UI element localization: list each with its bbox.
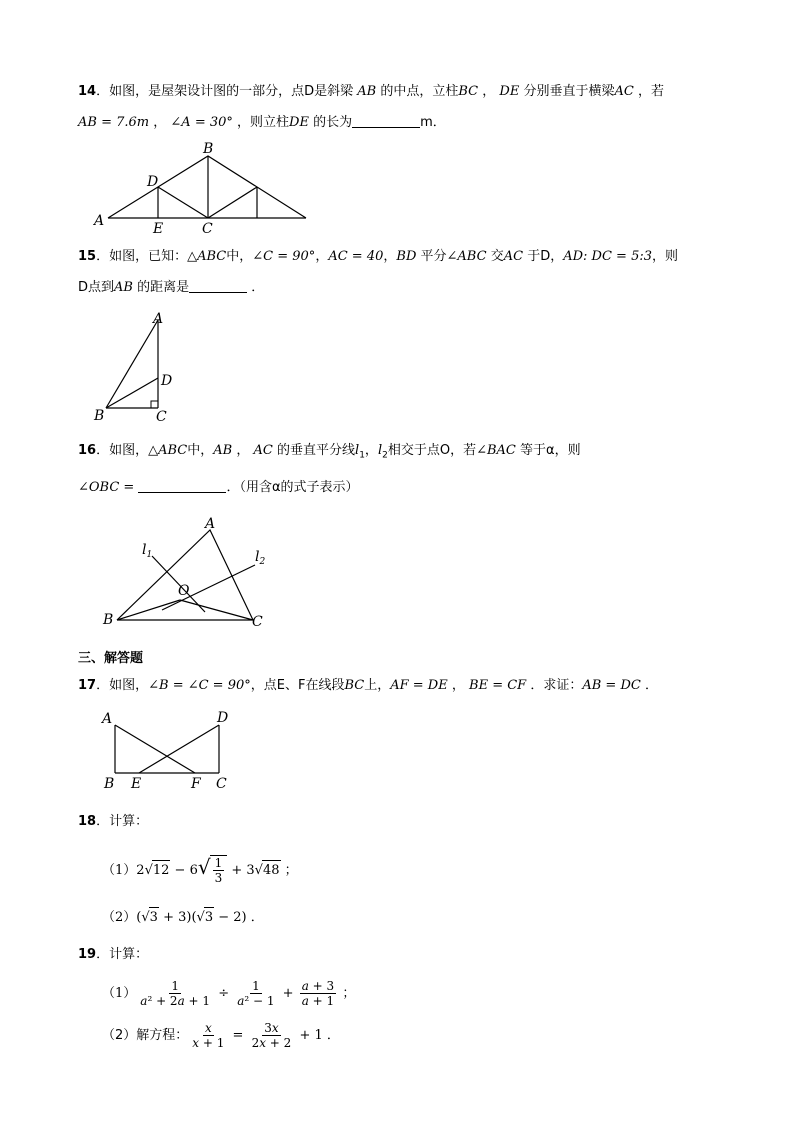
q14-line2 bbox=[78, 113, 446, 133]
q16-text: 的垂直平分线 bbox=[277, 443, 356, 458]
label-l1: $l_1$ bbox=[142, 542, 153, 560]
label-E: E bbox=[153, 221, 164, 235]
q14-number: 14 bbox=[78, 84, 97, 99]
q17-text: ，点E、F在线段 bbox=[250, 678, 345, 693]
q15-line1 bbox=[78, 247, 678, 267]
q17-text: ， bbox=[451, 678, 465, 693]
q14-text: 的长为 bbox=[313, 115, 353, 130]
q14-line1 bbox=[78, 82, 664, 102]
q16-text: ．（用含α的式子表示） bbox=[226, 480, 359, 495]
q14-text: ，则立柱 bbox=[237, 115, 290, 130]
math-DE: DE bbox=[499, 84, 520, 99]
label-C: C bbox=[202, 221, 213, 235]
comma: ， bbox=[315, 249, 329, 264]
math-triangle: △ABC bbox=[187, 249, 227, 264]
label-D: D bbox=[161, 373, 173, 389]
q15-text: ．如图，已知： bbox=[96, 249, 188, 264]
label-A: A bbox=[94, 213, 105, 229]
q19-part2 bbox=[102, 1020, 340, 1052]
math-AC: AC bbox=[503, 249, 524, 264]
label-B: B bbox=[103, 612, 114, 628]
math-AB: AB bbox=[213, 443, 233, 458]
q14-text: ．如图，是屋架设计图的一部分，点D是斜梁 bbox=[96, 84, 354, 99]
math-l2: l bbox=[377, 443, 383, 458]
math-condition: ∠C = 90° bbox=[252, 249, 316, 264]
part-end: ； bbox=[284, 863, 298, 878]
q18-part2 bbox=[102, 907, 264, 928]
math-AB: AB bbox=[357, 84, 377, 99]
q16-line2 bbox=[78, 478, 359, 498]
label-O: O bbox=[178, 583, 190, 599]
label-C: C bbox=[252, 614, 263, 630]
q16-text: ， bbox=[236, 443, 250, 458]
math-angle: ∠BAC bbox=[476, 443, 516, 458]
q15-text: 的距离是 bbox=[137, 280, 190, 295]
math-BC: BC bbox=[458, 84, 479, 99]
math-condition: ∠B = ∠C = 90° bbox=[148, 678, 251, 693]
q16-text: 相交于点O，若 bbox=[387, 443, 477, 458]
expr-18-1: 2√12 − 6√ $\frac{1}{3}$ + 3√48 bbox=[136, 855, 280, 885]
q15-text: 中， bbox=[226, 249, 253, 264]
q14-text: ，若 bbox=[637, 84, 664, 99]
math-condition: ∠A = 30° bbox=[170, 115, 233, 130]
q17-text: ．如图， bbox=[96, 678, 149, 693]
q15-text: 交 bbox=[490, 249, 504, 264]
label-E: E bbox=[131, 776, 142, 792]
q19-text: ．计算： bbox=[96, 947, 149, 962]
q14-text: 的中点，立柱 bbox=[380, 84, 459, 99]
q15-text: D点到 bbox=[78, 280, 115, 295]
q15-text: 于D， bbox=[527, 249, 564, 264]
q15-line2 bbox=[78, 278, 264, 298]
q15-number: 15 bbox=[78, 249, 97, 264]
part-label: （2）解方程： bbox=[102, 1028, 189, 1043]
q16-text: 中， bbox=[187, 443, 214, 458]
q17-figure bbox=[95, 705, 240, 795]
q16-line1 bbox=[78, 441, 581, 466]
label-F: F bbox=[191, 776, 201, 792]
q18-text: ．计算： bbox=[96, 814, 149, 829]
label-l2: $l_2$ bbox=[255, 549, 266, 567]
part-end: ； bbox=[342, 986, 356, 1001]
math-ratio: AD: DC = 5:3 bbox=[563, 249, 652, 264]
part-end: ． bbox=[326, 1028, 340, 1043]
math-AC: AC bbox=[614, 84, 634, 99]
q14-text: 分别垂直于横梁 bbox=[523, 84, 615, 99]
label-B: B bbox=[203, 141, 214, 157]
q17-text: ． bbox=[644, 678, 658, 693]
math-OBC: ∠OBC = bbox=[78, 480, 135, 495]
answer-blank[interactable] bbox=[189, 278, 247, 293]
label-A: A bbox=[102, 711, 113, 727]
math-AC: AC bbox=[253, 443, 273, 458]
expr-19-2: $\frac{x}{x + 1}$ = $\frac{3x}{2x + 2}$ + 1 bbox=[192, 1021, 323, 1050]
q15-text: ． bbox=[251, 280, 265, 295]
q18-number: 18 bbox=[78, 814, 97, 829]
q17-text: 上， bbox=[364, 678, 391, 693]
part-end: ． bbox=[250, 910, 264, 925]
subscript: 1 bbox=[359, 450, 365, 461]
comma: ， bbox=[364, 443, 378, 458]
q19-title bbox=[78, 945, 148, 965]
label-C: C bbox=[216, 776, 227, 792]
part-label: （2） bbox=[102, 910, 137, 925]
math-AB: AB bbox=[114, 280, 133, 295]
q18-part1 bbox=[102, 855, 298, 885]
q17-line1 bbox=[78, 676, 658, 696]
expr-19-1: $\frac{1}{\text{a² + 2a + 1}}$ ÷ $\frac{1}{\text{a² − 1}}$ + $\frac{a + 3}{a + 1}$ bbox=[140, 979, 335, 1008]
math-condition: AB = 7.6m bbox=[78, 115, 150, 130]
q17-number: 17 bbox=[78, 678, 97, 693]
expr-18-2: (√3 + 3)(√3 − 2) bbox=[136, 910, 246, 925]
label-B: B bbox=[104, 776, 115, 792]
math-condition: AF = DE bbox=[390, 678, 448, 693]
q15-figure bbox=[90, 308, 180, 428]
math-BD: BD bbox=[396, 249, 417, 264]
math-DE: DE bbox=[289, 115, 309, 130]
label-A: A bbox=[153, 311, 164, 327]
math-BC: BC bbox=[344, 678, 365, 693]
q18-title bbox=[78, 812, 148, 832]
q16-number: 16 bbox=[78, 443, 97, 458]
q16-figure bbox=[95, 512, 285, 637]
q19-number: 19 bbox=[78, 947, 97, 962]
q16-text: 等于α，则 bbox=[520, 443, 581, 458]
math-angle: ∠ABC bbox=[446, 249, 487, 264]
comma: ， bbox=[383, 249, 397, 264]
math-l1: l bbox=[355, 443, 360, 458]
section-heading: 三、解答题 bbox=[78, 651, 144, 666]
part-label: （1） bbox=[102, 986, 137, 1001]
comma: ， bbox=[153, 115, 167, 130]
math-condition: BE = CF bbox=[469, 678, 527, 693]
q14-figure bbox=[90, 140, 320, 235]
q15-text: ，则 bbox=[652, 249, 679, 264]
math-condition: AC = 40 bbox=[328, 249, 384, 264]
part-label: （1） bbox=[102, 863, 137, 878]
math-triangle: △ABC bbox=[148, 443, 188, 458]
q17-text: ．求证： bbox=[530, 678, 583, 693]
label-D: D bbox=[147, 174, 159, 190]
subscript: 2 bbox=[382, 450, 388, 461]
label-B: B bbox=[94, 408, 105, 424]
label-A: A bbox=[205, 516, 216, 532]
label-C: C bbox=[156, 409, 167, 425]
q16-text: ．如图， bbox=[96, 443, 149, 458]
q15-text: 平分 bbox=[420, 249, 447, 264]
label-D: D bbox=[217, 710, 229, 726]
q19-part1 bbox=[102, 978, 355, 1010]
q14-text: ， bbox=[482, 84, 496, 99]
math-goal: AB = DC bbox=[582, 678, 641, 693]
unit-text: m． bbox=[420, 115, 446, 130]
answer-blank[interactable] bbox=[352, 113, 420, 128]
answer-blank[interactable] bbox=[138, 478, 226, 493]
